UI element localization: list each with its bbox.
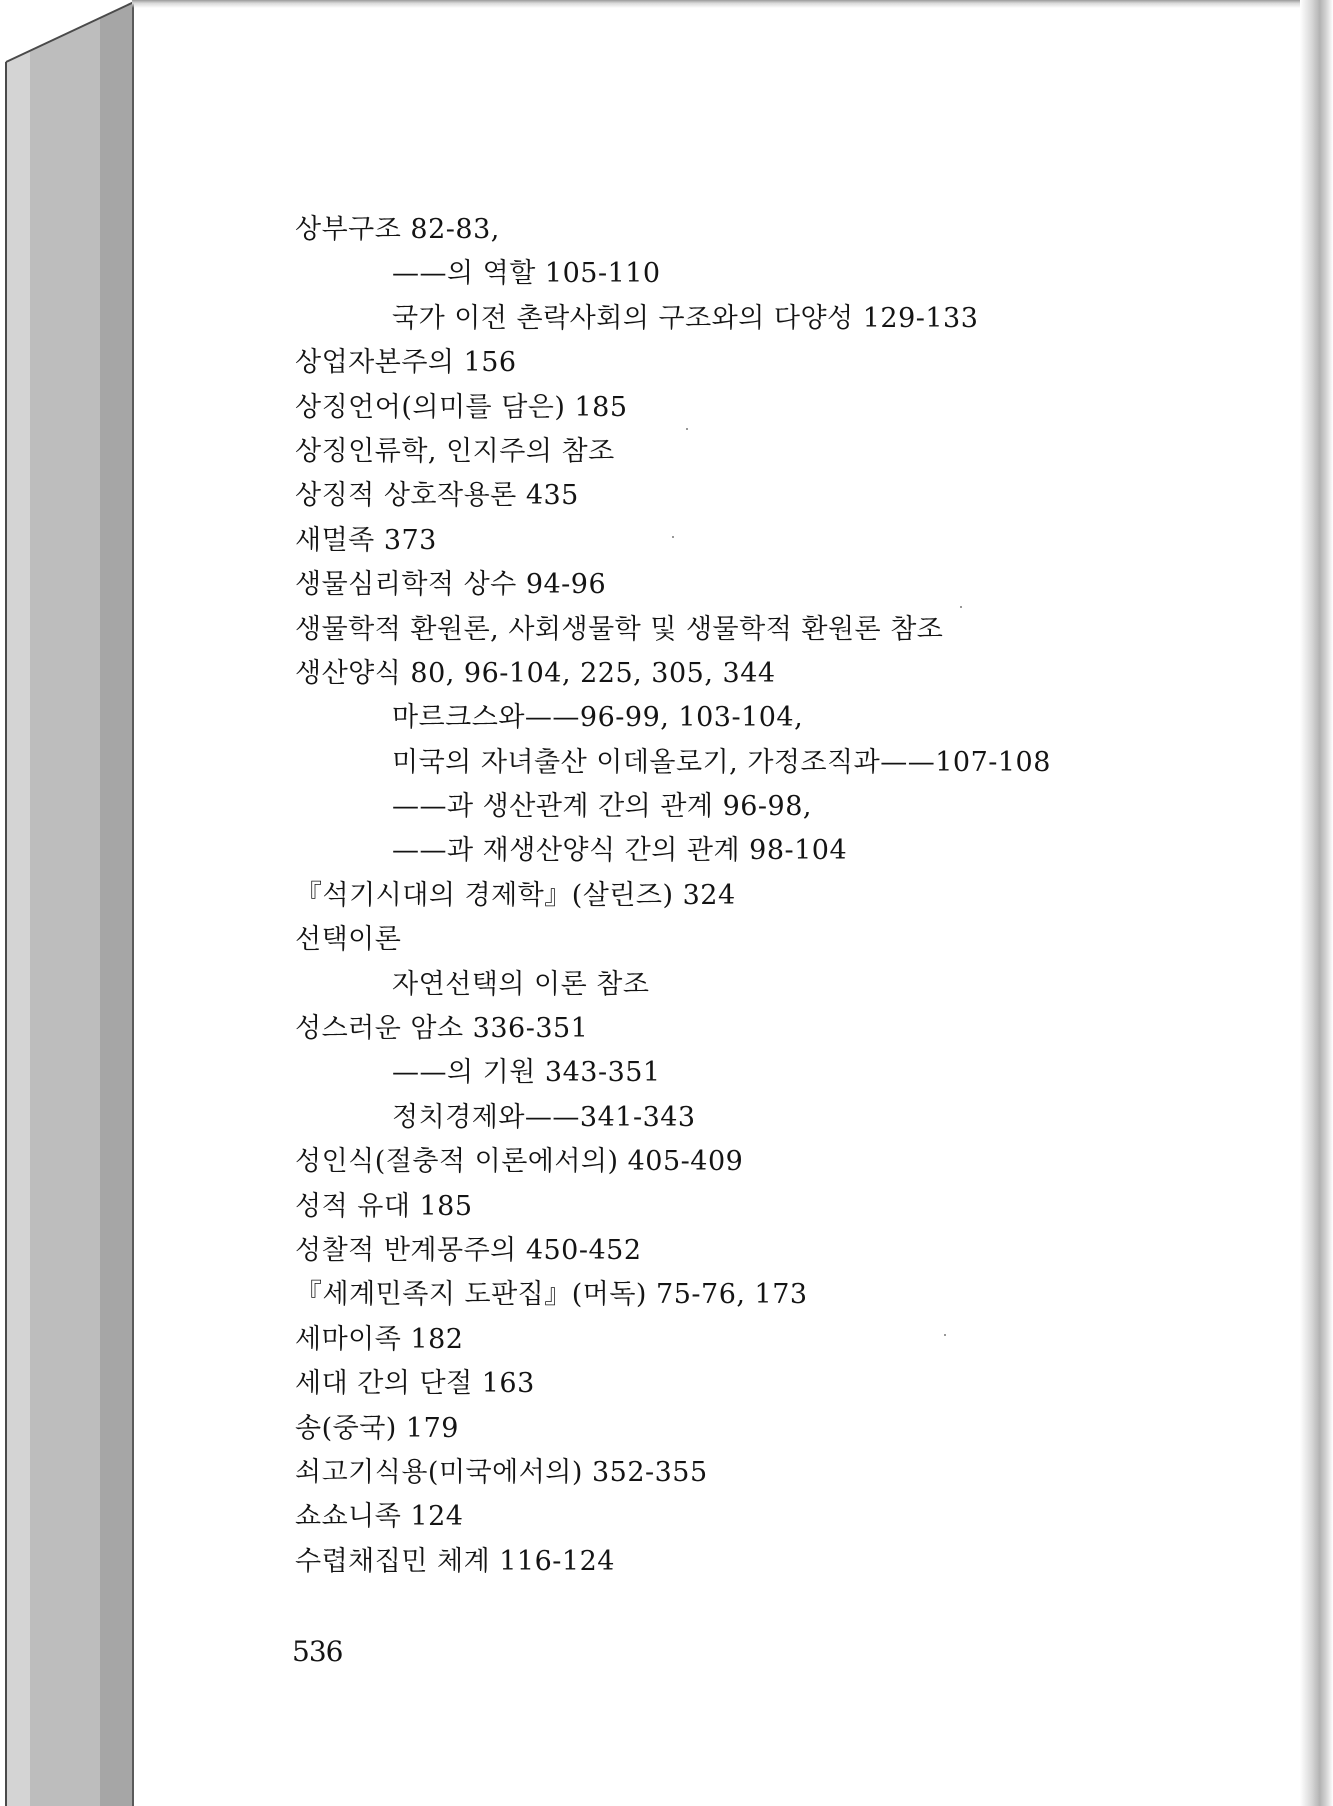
index-entry: 송(중국) 179 [295,1412,459,1444]
index-entry: 선택이론 [295,924,402,956]
index-entry: 『석기시대의 경제학』(살린즈) 324 [295,879,736,911]
index-subentry: 자연선택의 이론 참조 [392,968,650,1000]
index-subentry: 국가 이전 촌락사회의 구조와의 다양성 129-133 [392,302,979,334]
index-entry: 성스러운 암소 336-351 [295,1013,589,1045]
index-entry: 성적 유대 185 [295,1190,473,1222]
page-right-shadow [1300,0,1333,1806]
index-subentry: 미국의 자녀출산 이데올로기, 가정조직과——107-108 [392,746,1051,778]
index-entry: 상징언어(의미를 담은) 185 [295,391,628,423]
index-subentry: 마르크스와——96-99, 103-104, [392,702,804,734]
scan-speck [960,606,962,608]
page-number: 536 [292,1635,343,1668]
index-entry: 생물심리학적 상수 94-96 [295,569,607,601]
index-entry: 상징적 상호작용론 435 [295,480,579,512]
scan-speck [672,536,674,538]
scan-speck [686,428,688,430]
page-top-shadow [132,0,1310,8]
index-entry: 수렵채집민 체계 116-124 [295,1545,615,1577]
index-subentry: 정치경제와——341-343 [392,1101,696,1133]
index-subentry: ——의 기원 343-351 [392,1057,661,1089]
index-entry: 성찰적 반계몽주의 450-452 [295,1234,642,1266]
scan-speck [944,1334,946,1336]
index-entry: 새멀족 373 [295,524,437,556]
book-side-edge [0,0,136,1806]
index-entry: 상부구조 82-83, [295,214,500,245]
index-entry: 상업자본주의 156 [295,347,517,379]
index-subentry: ——과 재생산양식 간의 관계 98-104 [392,835,848,867]
index-entry: 성인식(절충적 이론에서의) 405-409 [295,1146,744,1178]
index-subentry: ——의 역할 105-110 [392,258,661,290]
index-entry: 생산양식 80, 96-104, 225, 305, 344 [295,657,776,689]
index-entry: 세마이족 182 [295,1323,464,1355]
index-entry: 쇼쇼니족 124 [295,1501,464,1533]
index-entry-list [295,208,1051,1584]
index-entry: 『세계민족지 도판집』(머독) 75-76, 173 [295,1279,808,1311]
index-entry: 상징인류학, 인지주의 참조 [295,435,615,467]
index-entry: 세대 간의 단절 163 [295,1368,535,1400]
index-subentry: ——과 생산관계 간의 관계 96-98, [392,791,812,823]
index-entry: 생물학적 환원론, 사회생물학 및 생물학적 환원론 참조 [295,613,944,645]
index-entry: 쇠고기식용(미국에서의) 352-355 [295,1456,708,1488]
